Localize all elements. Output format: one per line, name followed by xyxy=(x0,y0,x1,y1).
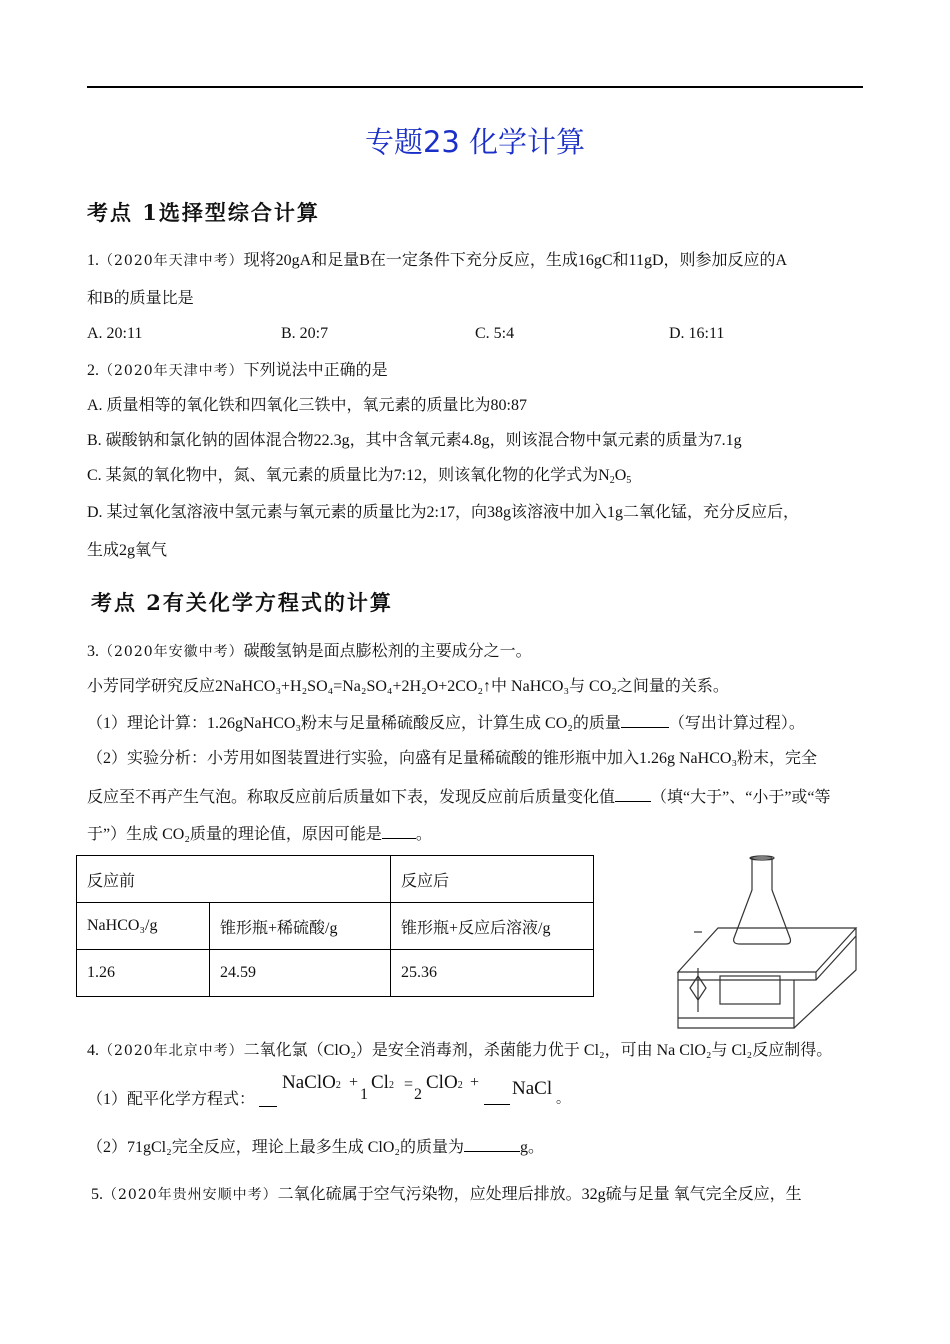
formula: Cl xyxy=(371,1072,389,1093)
mass-table xyxy=(76,855,594,997)
answer-blank[interactable] xyxy=(464,1137,520,1152)
question-text: 下列说法中正确的是 xyxy=(243,362,388,379)
q1-option-d: D. 16:11 xyxy=(669,325,725,342)
coefficient-1: 1 xyxy=(360,1086,368,1103)
question-number: 1. xyxy=(87,252,99,269)
q2-option-c xyxy=(87,466,631,486)
coefficient-2: 2 xyxy=(414,1086,422,1103)
table-cell: 25.36 xyxy=(391,950,594,997)
equation-naclo2 xyxy=(282,1072,341,1094)
q2-option-d-line-2: 生成2g氧气 xyxy=(87,542,168,559)
q1-option-b: B. 20:7 xyxy=(281,325,329,342)
equals-sign: = xyxy=(404,1076,414,1093)
equation-nacl: NaCl xyxy=(512,1078,553,1099)
question-1-line-2: 和B的质量比是 xyxy=(87,290,194,307)
section-heading-2: 考点 2有关化学方程式的计算 xyxy=(91,590,393,615)
table-cell: 24.59 xyxy=(210,950,391,997)
part-text: 。 xyxy=(415,826,432,843)
question-3-part-2-line-1: （2）实验分析：小芳用如图装置进行实验，向盛有足量稀硫酸的锥形瓶中加入1.26g NaHCO₃粉末，完全 xyxy=(87,750,818,767)
question-3-line-1 xyxy=(87,642,532,662)
question-5-line-1 xyxy=(91,1185,802,1205)
formula: NaClO xyxy=(282,1072,336,1093)
table-cell: 锥形瓶+稀硫酸/g xyxy=(210,903,391,950)
subscript: 5 xyxy=(626,475,632,486)
option-text: C. 某氮的氧化物中，氮、氧元素的质量比为7:12，则该氧化物的化学式为N xyxy=(87,467,610,484)
table-cell: NaHCO₃/g xyxy=(77,903,210,950)
q1-option-a: A. 20:11 xyxy=(87,325,143,342)
element-symbol: O xyxy=(614,467,627,484)
top-rule xyxy=(87,86,863,88)
question-text: 二氧化氯（ClO₂）是安全消毒剂，杀菌能力优于 Cl₂，可由 Na ClO₂与 Cl₂反应制得。 xyxy=(243,1042,833,1059)
table-header-after: 反应后 xyxy=(391,856,594,903)
answer-blank[interactable] xyxy=(615,787,651,802)
section-heading-1: 考点 1选择型综合计算 xyxy=(87,200,320,225)
question-3-part-2-line-3 xyxy=(87,824,432,845)
question-3-part-1 xyxy=(87,713,805,734)
question-number: 2. xyxy=(87,362,99,379)
part-text: 反应至不再产生气泡。称取反应前后质量如下表，发现反应前后质量变化值 xyxy=(87,789,616,806)
table-cell: 1.26 xyxy=(77,950,210,997)
question-source: （2020年天津中考） xyxy=(99,363,244,379)
question-text: 碳酸氢钠是面点膨松剂的主要成分之一。 xyxy=(243,643,532,660)
part-text: （1）理论计算：1.26gNaHCO₃粉末与足量稀硫酸反应，计算生成 CO₂的质量 xyxy=(87,715,621,732)
question-text: 现将20gA和足量B在一定条件下充分反应，生成16gC和11gD，则参加反应的A xyxy=(243,252,788,269)
question-2-line-1 xyxy=(87,361,388,381)
answer-blank[interactable] xyxy=(259,1092,277,1107)
question-text: 二氧化硫属于空气污染物，应处理后排放。32g硫与足量 氧气完全反应，生 xyxy=(277,1186,802,1203)
answer-blank[interactable] xyxy=(621,713,669,728)
answer-blank[interactable] xyxy=(484,1090,510,1105)
plus-sign: + xyxy=(470,1074,480,1091)
question-1-line-1 xyxy=(87,251,787,271)
part-text: g。 xyxy=(519,1139,544,1156)
equation-end: 。 xyxy=(556,1092,570,1107)
question-4-part-2 xyxy=(87,1137,544,1158)
q1-option-c: C. 5:4 xyxy=(475,325,515,342)
q2-option-d-line-1: D. 某过氧化氢溶液中氢元素与氧元素的质量比为2:17，向38g该溶液中加入1g二氧化锰，充分反应后， xyxy=(87,504,800,521)
page-title: 专题23 化学计算 xyxy=(364,125,586,159)
question-source: （2020年安徽中考） xyxy=(99,644,244,660)
subscript: 2 xyxy=(335,1080,341,1091)
equation-clo2 xyxy=(426,1072,463,1094)
question-number: 5. xyxy=(91,1186,103,1203)
part-text: （填“大于”、“小于”或“等 xyxy=(651,789,831,806)
question-number: 3. xyxy=(87,643,99,660)
subscript: 2 xyxy=(457,1080,463,1091)
subscript: 2 xyxy=(388,1080,394,1091)
part-text: 于”）生成 CO₂质量的理论值，原因可能是 xyxy=(87,826,382,843)
equation-cl2 xyxy=(371,1072,394,1094)
part-text: （写出计算过程）。 xyxy=(668,715,805,732)
table-header-before: 反应前 xyxy=(77,856,391,903)
answer-blank[interactable] xyxy=(382,824,416,839)
subscript: 2 xyxy=(609,475,615,486)
part-text: （2）71gCl₂完全反应，理论上最多生成 ClO₂的质量为 xyxy=(87,1139,464,1156)
table-cell: 锥形瓶+反应后溶液/g xyxy=(391,903,594,950)
balance-flask-illustration xyxy=(670,852,870,1036)
question-3-part-2-line-2 xyxy=(87,787,831,808)
question-source: （2020年贵州安顺中考） xyxy=(103,1187,278,1203)
question-3-line-2: 小芳同学研究反应2NaHCO₃+H₂SO₄=Na₂SO₄+2H₂O+2CO₂↑中 NaHCO₃与 CO₂之间量的关系。 xyxy=(87,678,729,695)
question-source: （2020年北京中考） xyxy=(99,1043,244,1059)
q2-option-b: B. 碳酸钠和氯化钠的固体混合物22.3g，其中含氧元素4.8g，则该混合物中氯元素的质量为7.1g xyxy=(87,432,742,449)
question-4-line-1 xyxy=(87,1041,832,1061)
formula: ClO xyxy=(426,1072,458,1093)
q2-option-a: A. 质量相等的氧化铁和四氧化三铁中，氧元素的质量比为80:87 xyxy=(87,397,528,414)
question-4-part-1-label: （1）配平化学方程式： xyxy=(87,1091,256,1108)
question-number: 4. xyxy=(87,1042,99,1059)
plus-sign: + xyxy=(349,1074,359,1091)
question-source: （2020年天津中考） xyxy=(99,253,244,269)
